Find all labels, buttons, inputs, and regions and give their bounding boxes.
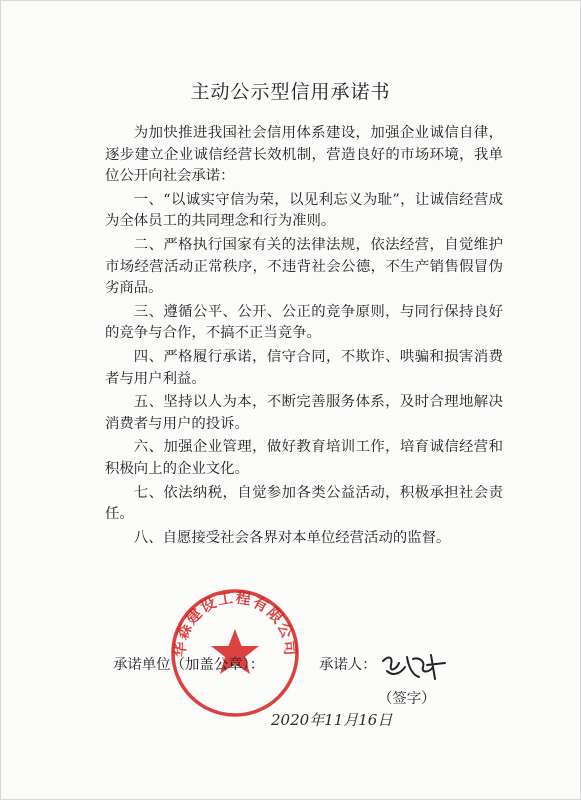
- promiser-label: 承诺人：: [319, 657, 377, 673]
- signature-row: [1, 653, 580, 677]
- paragraph-intro: 为加快推进我国社会信用体系建设，加强企业诚信自律，逐步建立企业诚信经营长效机制，营造良好的市场环境，我单位公开向社会承诺：: [105, 125, 503, 185]
- sign-note: （签字）: [378, 691, 436, 707]
- document-body: [105, 123, 503, 551]
- unit-seal-label: 承诺单位（加盖公章）：: [113, 657, 265, 673]
- paragraph-item-7: 七、依法纳税，自觉参加各类公益活动，积极承担社会责任。: [105, 484, 503, 523]
- document-title: 主动公示型信用承诺书: [190, 81, 391, 103]
- paragraph-item-2: 二、严格执行国家有关的法律法规，依法经营，自觉维护市场经营活动正常秩序，不违背社会公德，不生产销售假冒伪劣商品。: [105, 236, 503, 297]
- paragraph-item-5: 五、坚持以人为本，不断完善服务体系，及时合理地解决消费者与用户的投诉。: [105, 394, 503, 432]
- handwritten-signature: [379, 647, 451, 687]
- paragraph-item-1: 一、“以诚实守信为荣，以见利忘义为耻”，让诚信经营成为全体员工的共同理念和行为准则。: [105, 191, 503, 230]
- paragraph-item-6: 六、加强企业管理，做好教育培训工作，培育诚信经营和积极向上的企业文化。: [105, 439, 503, 477]
- paragraph-item-3: 三、遵循公平、公开、公正的竞争原则，与同行保持良好的竞争与合作，不搞不正当竞争。: [105, 303, 503, 342]
- paragraph-item-8: 八、自愿接受社会各界对本单位经营活动的监督。: [133, 529, 451, 546]
- paragraph-item-4: 四、严格履行承诺，信守合同，不欺诈、哄骗和损害消费者与用户利益。: [105, 348, 503, 387]
- seal-lettering: 华森建设工程有限公司: [170, 588, 300, 658]
- sign-date: 2020年11月16日: [271, 711, 393, 729]
